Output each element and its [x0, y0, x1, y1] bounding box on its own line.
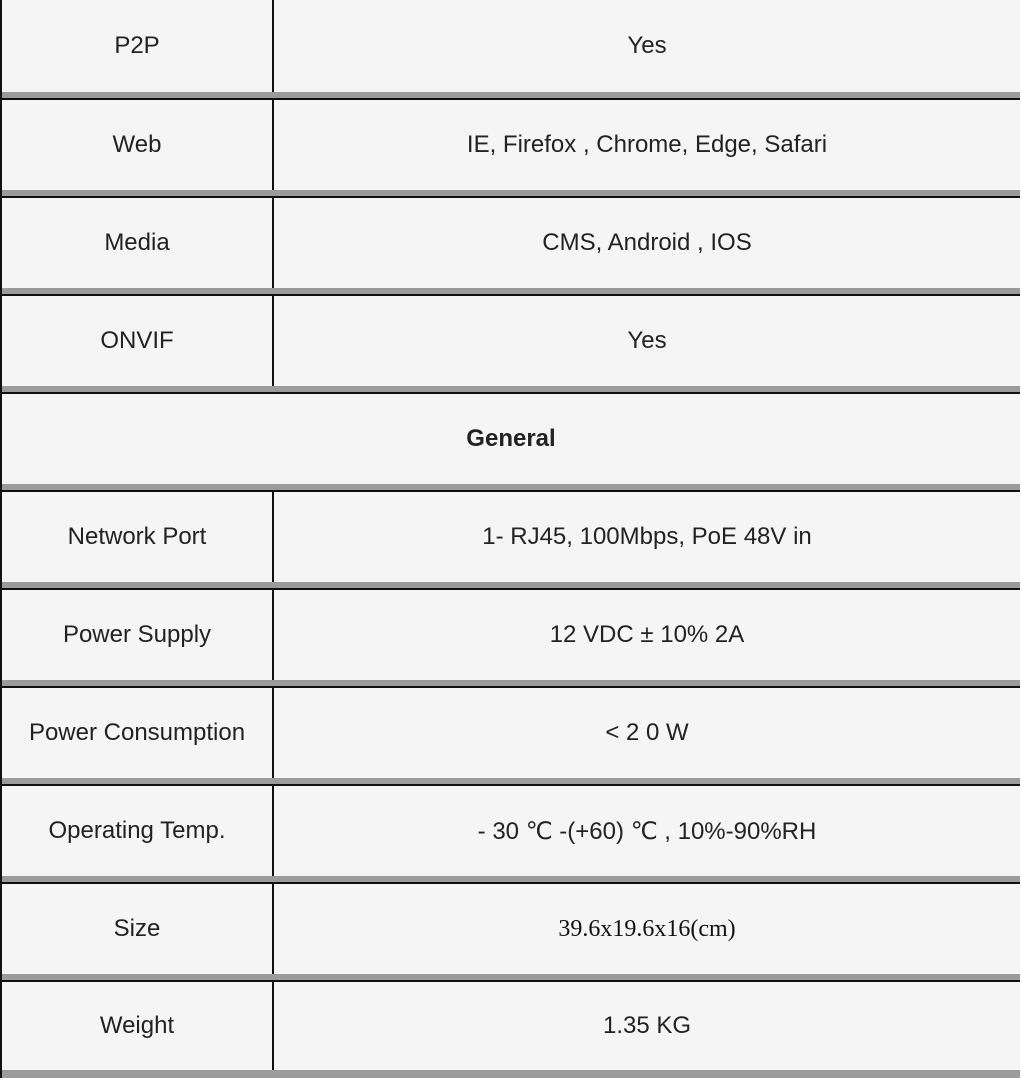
spec-label: Media — [2, 198, 274, 288]
spec-label: Operating Temp. — [2, 786, 274, 876]
spec-row-p2p — [2, 0, 1020, 98]
spec-value: 1.35 KG — [274, 982, 1020, 1070]
spec-row-media — [2, 196, 1020, 294]
spec-value: 12 VDC ± 10% 2A — [274, 590, 1020, 680]
spec-label: Network Port — [2, 492, 274, 582]
spec-value: IE, Firefox , Chrome, Edge, Safari — [274, 100, 1020, 190]
section-title: General — [2, 394, 1020, 484]
spec-row-power-consumption — [2, 686, 1020, 784]
spec-label: Size — [2, 884, 274, 974]
spec-label: Web — [2, 100, 274, 190]
spec-label: Weight — [2, 982, 274, 1070]
spec-row-operating-temp — [2, 784, 1020, 882]
section-header-general — [2, 392, 1020, 490]
spec-value: Yes — [274, 0, 1020, 92]
spec-value: CMS, Android , IOS — [274, 198, 1020, 288]
spec-value: Yes — [274, 296, 1020, 386]
spec-value: - 30 ℃ -(+60) ℃ , 10%-90%RH — [274, 786, 1020, 876]
spec-row-power-supply — [2, 588, 1020, 686]
spec-value: 39.6x19.6x16(cm) — [274, 884, 1020, 974]
spec-row-web — [2, 98, 1020, 196]
spec-row-network-port — [2, 490, 1020, 588]
spec-row-size — [2, 882, 1020, 980]
spec-label: Power Supply — [2, 590, 274, 680]
spec-row-onvif — [2, 294, 1020, 392]
spec-label: P2P — [2, 0, 274, 92]
spec-value: < 2 0 W — [274, 688, 1020, 778]
spec-row-weight — [2, 980, 1020, 1078]
spec-label: Power Consumption — [2, 688, 274, 778]
spec-value: 1- RJ45, 100Mbps, PoE 48V in — [274, 492, 1020, 582]
spec-label: ONVIF — [2, 296, 274, 386]
